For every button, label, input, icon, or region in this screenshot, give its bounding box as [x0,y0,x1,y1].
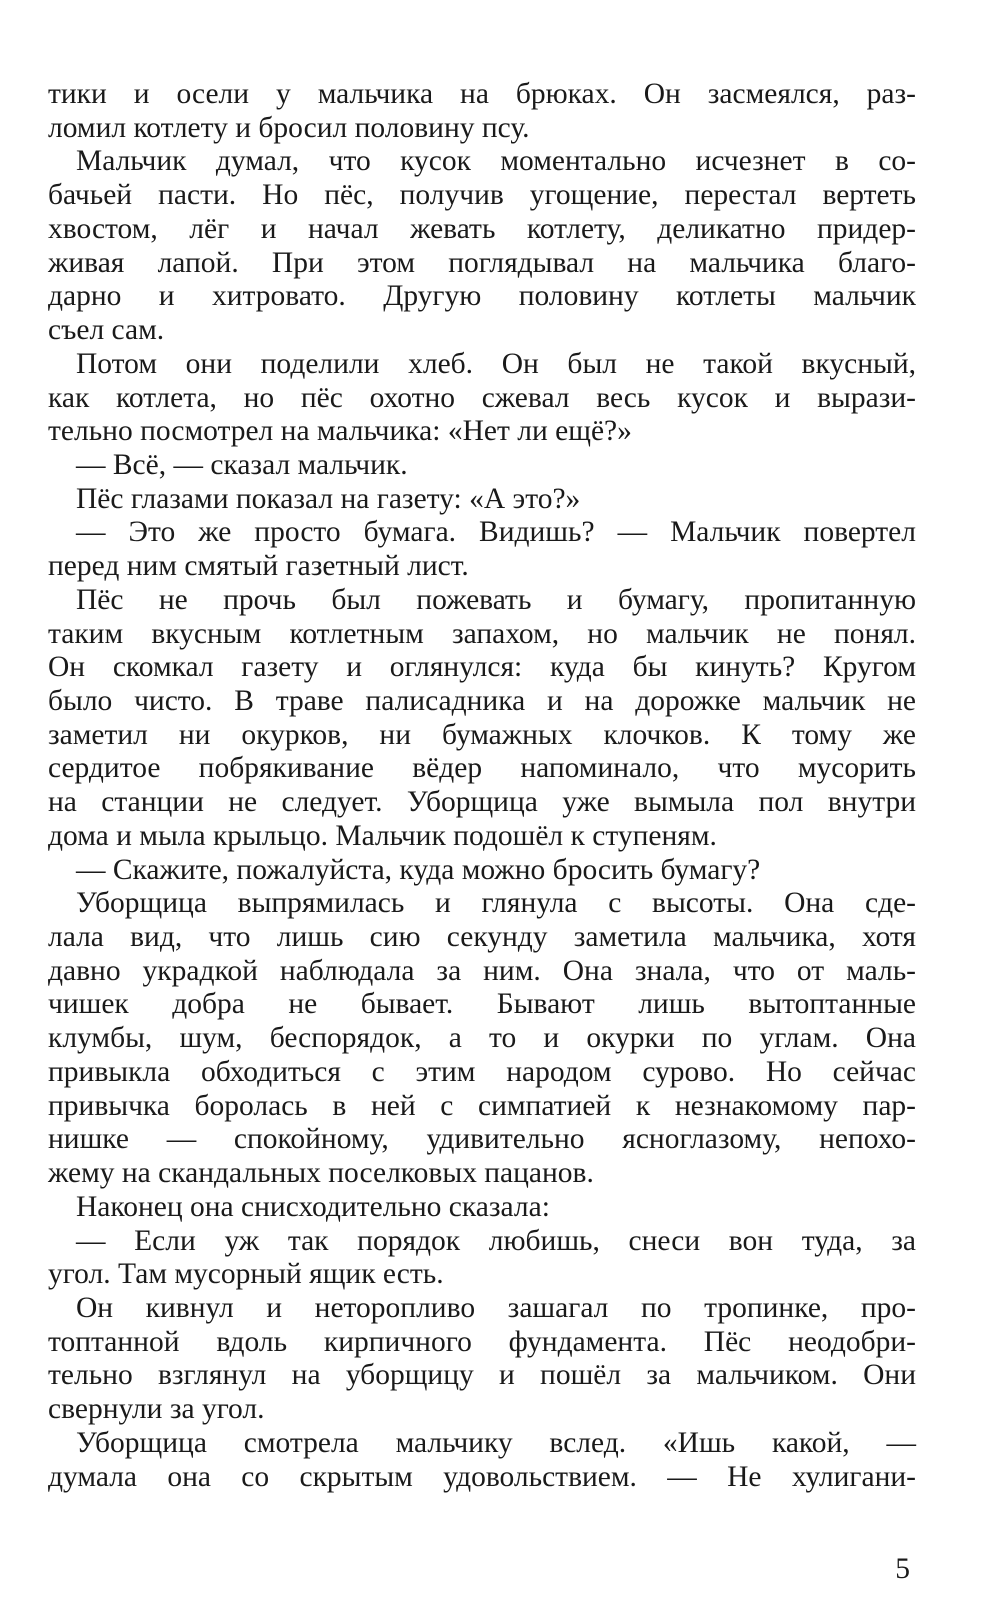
text-line: съел сам. [48,314,165,346]
text-line: жему на скандальных поселковых пацанов. [48,1157,594,1189]
text-line: таким вкусным котлетным запахом, но мальчик не понял. [48,617,916,650]
text-line: свернули за угол. [48,1393,265,1426]
text-line: сердитое побрякивание вёдер напоминало, что мусорить [48,752,916,785]
text-line: привыкла обходиться с этим народом сурово. Но сейчас [48,1055,916,1088]
text-line: живая лапой. При этом поглядывал на мальчика благо- [48,246,916,279]
text-line: на станции не следует. Уборщица уже вымыла пол внутри [48,786,916,819]
text-line: — Если уж так порядок любишь, снеси вон туда, за [76,1224,916,1257]
text-line: чишек добра не бывает. Бывают лишь вытоптанные [48,988,916,1021]
text-line: топтанной вдоль кирпичного фундамента. Пёс неодобри- [48,1325,916,1358]
text-line: ломил котлету и бросил половину псу. [48,111,530,144]
text-line: клумбы, шум, беспорядок, а то и окурки по углам. Она [48,1022,916,1055]
text-line: Пёс глазами показал на газету: «А это?» [76,482,581,515]
text-line: Уборщица смотрела мальчику вслед. «Ишь какой, — [76,1426,916,1459]
text-line: Мальчик думал, что кусок моментально исчезнет в со- [76,145,916,178]
text-line: Потом они поделили хлеб. Он был не такой вкусный, [76,347,916,380]
text-line: тельно взглянул на уборщицу и пошёл за мальчиком. Они [48,1359,916,1392]
text-line: лала вид, что лишь сию секунду заметила мальчика, хотя [48,921,916,953]
text-line: Он скомкал газету и оглянулся: куда бы кинуть? Кругом [48,651,916,684]
text-line: — Это же просто бумага. Видишь? — Мальчик повертел [76,516,916,549]
text-line: привычка боролась в ней с симпатией к незнакомому пар- [48,1089,916,1122]
text-line: думала она со скрытым удовольствием. — Не хулигани- [48,1460,916,1493]
text-line: хвостом, лёг и начал жевать котлету, деликатно придер- [48,212,916,245]
text-line: — Скажите, пожалуйста, куда можно бросить бумагу? [76,853,761,886]
text-line: дарно и хитровато. Другую половину котлеты мальчик [48,280,916,313]
text-line: как котлета, но пёс охотно сжевал весь кусок и вырази- [48,381,916,414]
text-line: тельно посмотрел на мальчика: «Нет ли ещё?» [48,415,632,448]
text-line: Пёс не прочь был пожевать и бумагу, пропитанную [76,583,916,616]
text-line: Уборщица выпрямилась и глянула с высоты. Она сде- [76,887,916,920]
text-line: дома и мыла крыльцо. Мальчик подошёл к ступеням. [48,819,717,852]
text-line: давно украдкой наблюдала за ним. Она знала, что от маль- [48,954,916,987]
text-line: нишке — спокойному, удивительно ясноглазому, непохо- [48,1123,916,1156]
text-line: тики и осели у мальчика на брюках. Он засмеялся, раз- [48,78,916,110]
page-number: 5 [895,1553,910,1585]
text-line: — Всё, — сказал мальчик. [76,448,408,481]
text-line: Он кивнул и неторопливо зашагал по тропинке, про- [76,1291,916,1324]
text-line: бачьей пасти. Но пёс, получив угощение, перестал вертеть [48,179,916,212]
text-line: заметил ни окурков, ни бумажных клочков. К тому же [48,718,916,751]
text-line: перед ним смятый газетный лист. [48,550,469,583]
text-line: Наконец она снисходительно сказала: [76,1190,550,1223]
text-line: угол. Там мусорный ящик есть. [48,1258,444,1291]
text-line: было чисто. В траве палисадника и на дорожке мальчик не [48,685,916,717]
